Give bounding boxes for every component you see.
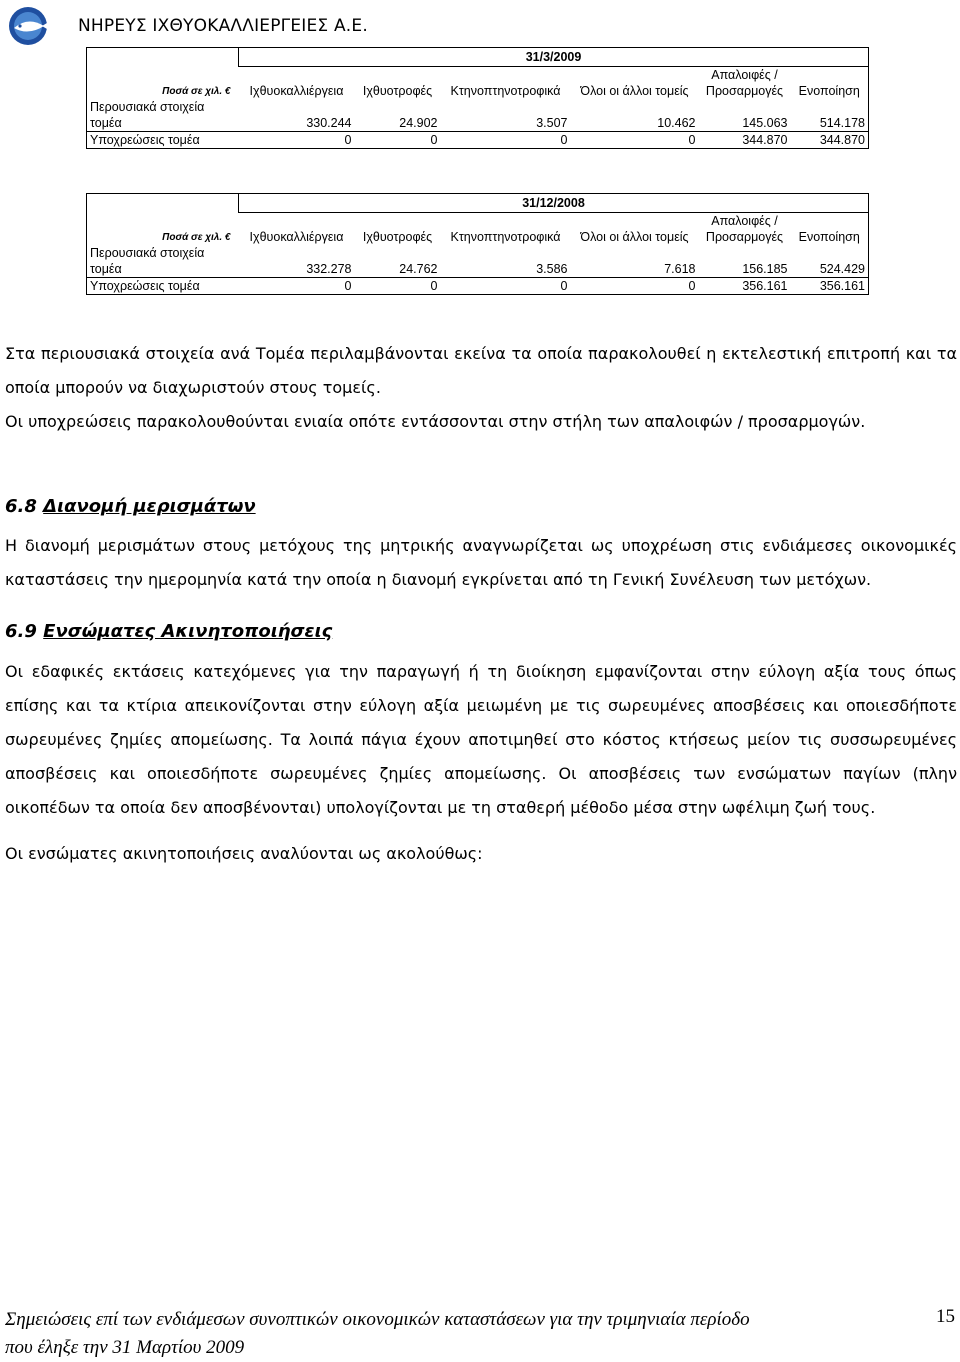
- paragraph: Στα περιουσιακά στοιχεία ανά Τομέα περιλαμβάνονται εκείνα τα οποία παρακολουθεί η εκτελεστική επιτροπή και τα οποία μπορούν να διαχωριστούν στους τομείς.: [5, 344, 957, 397]
- row-label: Υποχρεώσεις τομέα: [87, 132, 239, 149]
- table-cell: 0: [441, 278, 571, 295]
- column-header: Ενοποίηση: [791, 83, 869, 99]
- table-cell: 7.618: [664, 261, 696, 276]
- row-label: τομέα: [87, 261, 239, 278]
- paragraph: Οι ενσώματες ακινητοποιήσεις αναλύονται ως ακολούθως:: [5, 844, 483, 863]
- column-header: Απαλοιφές /: [711, 67, 778, 82]
- row-label: τομέα: [87, 115, 239, 132]
- column-header: Κτηνοπτηνοτροφικά: [450, 229, 561, 244]
- table-cell: 24.902: [399, 115, 438, 130]
- table-row: [87, 261, 869, 278]
- table-cell: 3.586: [536, 261, 568, 276]
- section-title: Διανομή μερισμάτων: [43, 496, 256, 517]
- table-cell: 344.870: [699, 132, 791, 149]
- section-body-6-9: [5, 655, 957, 871]
- row-label: Περουσιακά στοιχεία: [87, 245, 239, 261]
- column-header: Ιχθυοκαλλιέργεια: [249, 229, 344, 244]
- company-name: ΝΗΡΕΥΣ ΙΧΘΥΟΚΑΛΛΙΕΡΓΕΙΕΣ Α.Ε.: [78, 16, 368, 36]
- period-label: 31/3/2009: [239, 48, 869, 67]
- unit-label: Ποσά σε χιλ. €: [87, 83, 239, 99]
- column-header: Ιχθυοτροφές: [362, 229, 433, 244]
- table-row: [87, 132, 869, 149]
- section-body-6-8: [5, 529, 957, 597]
- section-number: 6.9: [5, 621, 37, 642]
- paragraph: Οι υποχρεώσεις παρακολουθούνται ενιαία οπότε εντάσσονται στην στήλη των απαλοιφών / προσαρμογών.: [5, 412, 866, 431]
- column-header: Προσαρμογές: [705, 229, 784, 244]
- section-heading-6-9: [5, 621, 332, 642]
- table-cell: 0: [355, 278, 441, 295]
- footer-line: που έληξε την 31 Μαρτίου 2009: [5, 1337, 245, 1358]
- page-footer: [5, 1306, 750, 1362]
- column-header: Όλοι οι άλλοι τομείς: [580, 83, 689, 98]
- table-cell: 10.462: [657, 115, 696, 130]
- paragraph: Οι εδαφικές εκτάσεις κατεχόμενες για την παραγωγή ή τη διοίκηση εμφανίζονται στην εύλογη αξία τους όπως επίσης και τα κτίρια απεικονίζονται στην εύλογη αξία μειωμένη με τις σωρευμένες αποσβέσεις και οποιεσδήποτε σωρευμένες ζημίες απομείωσης. Τα λοιπά πάγια έχουν αποτιμηθεί στο κόστος κτήσεως μείον τις συσσωρευμένες αποσβέσεις και οποιεσδήποτε σωρευμένες ζημίες απομείωσης. Οι αποσβέσεις των ενσώματων παγίων (πλην οικοπέδων τα οποία δεν αποσβένονται) υπολογίζονται με τη σταθερή μέθοδο μέσα στην ωφέλιμη ζωή τους.: [5, 662, 957, 817]
- table-cell: 156.185: [742, 261, 788, 276]
- table-cell: 356.161: [699, 278, 791, 295]
- section-number: 6.8: [5, 496, 37, 517]
- table-row: [87, 278, 869, 295]
- unit-label: Ποσά σε χιλ. €: [87, 229, 239, 245]
- table-cell: 0: [571, 278, 699, 295]
- page-number: 15: [936, 1306, 955, 1327]
- section-title: Ενσώματες Ακινητοποιήσεις: [43, 621, 333, 642]
- table-cell: 0: [239, 132, 355, 149]
- column-header: Ενοποίηση: [791, 229, 869, 245]
- footer-line: Σημειώσεις επί των ενδιάμεσων συνοπτικών οικονομικών καταστάσεων για την τριμηνιαία περίοδο: [5, 1309, 750, 1330]
- table-cell: 332.278: [306, 261, 352, 276]
- segment-table-2008: [86, 193, 869, 295]
- table-cell: 0: [239, 278, 355, 295]
- row-label: Υποχρεώσεις τομέα: [87, 278, 239, 295]
- table-cell: 0: [571, 132, 699, 149]
- column-header: Απαλοιφές /: [711, 213, 778, 228]
- column-header: Προσαρμογές: [705, 83, 784, 98]
- table-cell: 0: [441, 132, 571, 149]
- column-header: Κτηνοπτηνοτροφικά: [450, 83, 561, 98]
- segment-notes: [5, 337, 957, 439]
- row-label: Περουσιακά στοιχεία: [87, 99, 239, 115]
- table-cell: 330.244: [306, 115, 352, 130]
- nireus-fish-logo-icon: [4, 4, 56, 48]
- paragraph: Η διανομή μερισμάτων στους μετόχους της μητρικής αναγνωρίζεται ως υποχρέωση στις ενδιάμεσες οικονομικές καταστάσεις την ημερομηνία κατά την οποία η διανομή εγκρίνεται από τη Γενική Συνέλευση των μετόχων.: [5, 536, 957, 589]
- table-cell: 524.429: [791, 261, 869, 278]
- period-label: 31/12/2008: [239, 194, 869, 213]
- table-row: [87, 115, 869, 132]
- company-logo: [4, 4, 56, 48]
- table-cell: 344.870: [791, 132, 869, 149]
- column-header: Όλοι οι άλλοι τομείς: [580, 229, 689, 244]
- table-cell: 514.178: [791, 115, 869, 132]
- column-header: Ιχθυοτροφές: [362, 83, 433, 98]
- column-header: Ιχθυοκαλλιέργεια: [249, 83, 344, 98]
- table-cell: 145.063: [742, 115, 788, 130]
- table-cell: 0: [355, 132, 441, 149]
- table-cell: 3.507: [536, 115, 568, 130]
- table-cell: 24.762: [399, 261, 438, 276]
- table-cell: 356.161: [791, 278, 869, 295]
- segment-table-2009: [86, 47, 869, 149]
- section-heading-6-8: [5, 496, 256, 517]
